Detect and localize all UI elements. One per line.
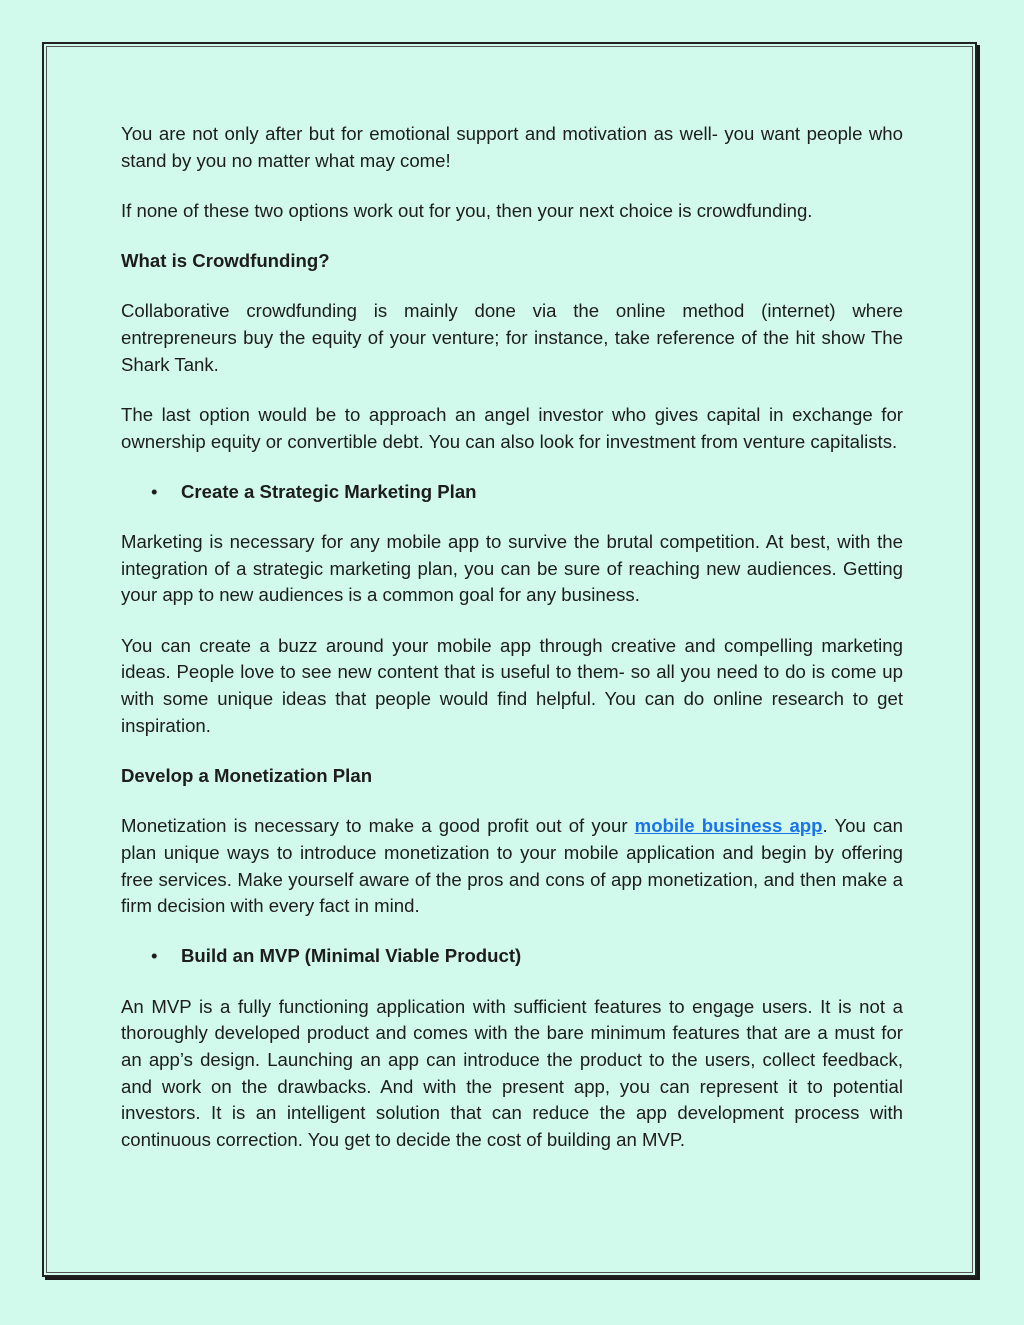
mobile-business-app-link[interactable]: mobile business app	[634, 815, 823, 837]
document-body	[121, 121, 903, 1177]
paragraph-angel-investor: The last option would be to approach an angel investor who gives capital in exchange for ownership equity or convertible debt. You can also look for investment from venture capitalists.	[121, 403, 903, 452]
paragraph-monetization-start: Monetization is necessary to make a good profit out of your	[121, 815, 635, 837]
bullet-heading-label: Create a Strategic Marketing Plan	[181, 480, 477, 502]
paragraph-crowdfunding-choice: If none of these two options work out for you, then your next choice is crowdfunding.	[121, 199, 813, 221]
bullet-icon: •	[151, 945, 158, 967]
bullet-heading-label: Build an MVP (Minimal Viable Product)	[181, 945, 522, 967]
paragraph-collaborative-crowdfunding: Collaborative crowdfunding is mainly done via the online method (internet) where entrepreneurs buy the equity of your venture; for instance, take reference of the hit show The Shark Tank.	[121, 300, 903, 375]
paragraph-monetization	[121, 813, 903, 920]
paragraph-emotional-support: You are not only after but for emotional support and motivation as well- you want people who stand by you no matter what may come!	[121, 123, 903, 171]
bullet-icon: •	[151, 480, 158, 502]
heading-what-is-crowdfunding: What is Crowdfunding?	[121, 250, 330, 272]
paragraph-monetization-end: . You can plan unique ways to introduce monetization to your mobile application and begin by offering free services. Make yourself aware of the pros and cons of app monetization, and then make a firm decision with every fact in mind.	[121, 815, 903, 917]
bullet-heading-build-mvp	[121, 943, 903, 970]
paragraph-mvp-description: An MVP is a fully functioning application with sufficient features to engage users. It is not a thoroughly developed product and comes with the bare minimum features that are a must for an app’s design. Launching an app can introduce the product to the users, collect feedback, and work on the drawbacks. And with the present app, you can represent it to potential investors. It is an intelligent solution that can reduce the app development process with continuous correction. You get to decide the cost of building an MVP.	[121, 995, 903, 1151]
heading-monetization-plan: Develop a Monetization Plan	[121, 764, 373, 786]
paragraph-marketing-necessary: Marketing is necessary for any mobile app to survive the brutal competition. At best, with the integration of a strategic marketing plan, you can be sure of reaching new audiences. Getting your app to new audiences is a common goal for any business.	[121, 531, 903, 606]
paragraph-create-buzz: You can create a buzz around your mobile app through creative and compelling marketing ideas. People love to see new content that is useful to them- so all you need to do is come up with some unique ideas that people would find helpful. You can do online research to get inspiration.	[121, 634, 903, 736]
bullet-heading-marketing-plan	[121, 479, 903, 506]
